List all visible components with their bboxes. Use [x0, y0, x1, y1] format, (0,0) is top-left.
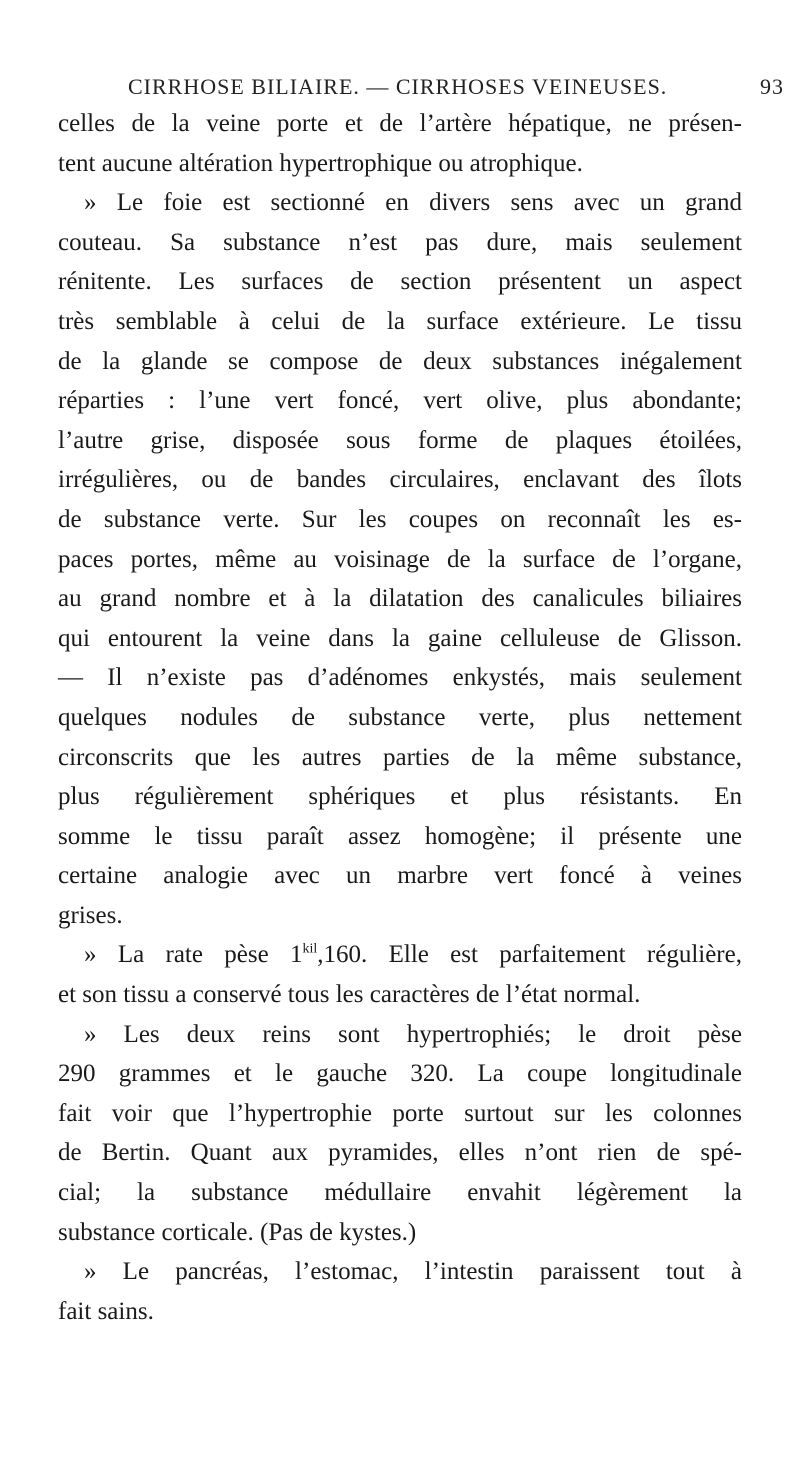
- text-line: qui entourent la veine dans la gaine celluleuse de Glisson.: [58, 624, 742, 652]
- text-line: couteau. Sa substance n’est pas dure, mais seulement: [58, 228, 742, 256]
- body-text: [58, 104, 742, 1331]
- text-line: grises.: [58, 901, 123, 929]
- text-line: plus régulièrement sphériques et plus résistants. En: [58, 783, 742, 811]
- text-line: cial; la substance médullaire envahit légèrement la: [58, 1179, 742, 1207]
- text-line: très semblable à celui de la surface extérieure. Le tissu: [58, 307, 742, 335]
- text-segment: » La rate pèse 1: [84, 941, 303, 969]
- text-line: fait sains.: [58, 1297, 154, 1325]
- text-line: de la glande se compose de deux substances inégalement: [58, 347, 742, 375]
- unit-superscript: kil: [302, 942, 318, 958]
- text-line: paces portes, même au voisinage de la surface de l’organe,: [58, 545, 742, 573]
- text-line: somme le tissu paraît assez homogène; il présente une: [58, 822, 742, 850]
- text-line: au grand nombre et à la dilatation des canalicules biliaires: [58, 585, 742, 613]
- running-title: CIRRHOSE BILIAIRE. — CIRRHOSES VEINEUSES.: [128, 74, 668, 99]
- text-line: fait voir que l’hypertrophie porte surtout sur les colonnes: [58, 1099, 742, 1127]
- text-line: » Les deux reins sont hypertrophiés; le droit pèse: [84, 1020, 742, 1048]
- page-number: 93: [760, 74, 784, 99]
- text-line: de substance verte. Sur les coupes on reconnaît les es-: [58, 505, 742, 533]
- text-line: 290 grammes et le gauche 320. La coupe longitudinale: [58, 1060, 742, 1088]
- text-line: substance corticale. (Pas de kystes.): [58, 1218, 417, 1246]
- text-line: irrégulières, ou de bandes circulaires, enclavant des îlots: [58, 466, 742, 494]
- text-line: l’autre grise, disposée sous forme de plaques étoilées,: [58, 426, 742, 454]
- text-line: réparties : l’une vert foncé, vert olive, plus abondante;: [58, 387, 742, 415]
- text-line: circonscrits que les autres parties de la même substance,: [58, 743, 742, 771]
- text-line: [58, 935, 742, 975]
- text-line: rénitente. Les surfaces de section présentent un aspect: [58, 268, 742, 296]
- text-line: de Bertin. Quant aux pyramides, elles n’ont rien de spé-: [58, 1139, 742, 1167]
- text-line: — Il n’existe pas d’adénomes enkystés, mais seulement: [58, 664, 742, 692]
- text-line: et son tissu a conservé tous les caractères de l’état normal.: [58, 981, 641, 1009]
- text-segment: ,160. Elle est parfaitement régulière,: [317, 941, 742, 969]
- text-line: » Le foie est sectionné en divers sens avec un grand: [84, 189, 742, 217]
- text-line: certaine analogie avec un marbre vert foncé à veines: [58, 862, 742, 890]
- text-line: quelques nodules de substance verte, plus nettement: [58, 703, 742, 731]
- text-line: tent aucune altération hypertrophique ou atrophique.: [58, 149, 583, 177]
- text-line: » Le pancréas, l’estomac, l’intestin paraissent tout à: [84, 1258, 742, 1286]
- text-line: celles de la veine porte et de l’artère hépatique, ne présen-: [58, 110, 742, 137]
